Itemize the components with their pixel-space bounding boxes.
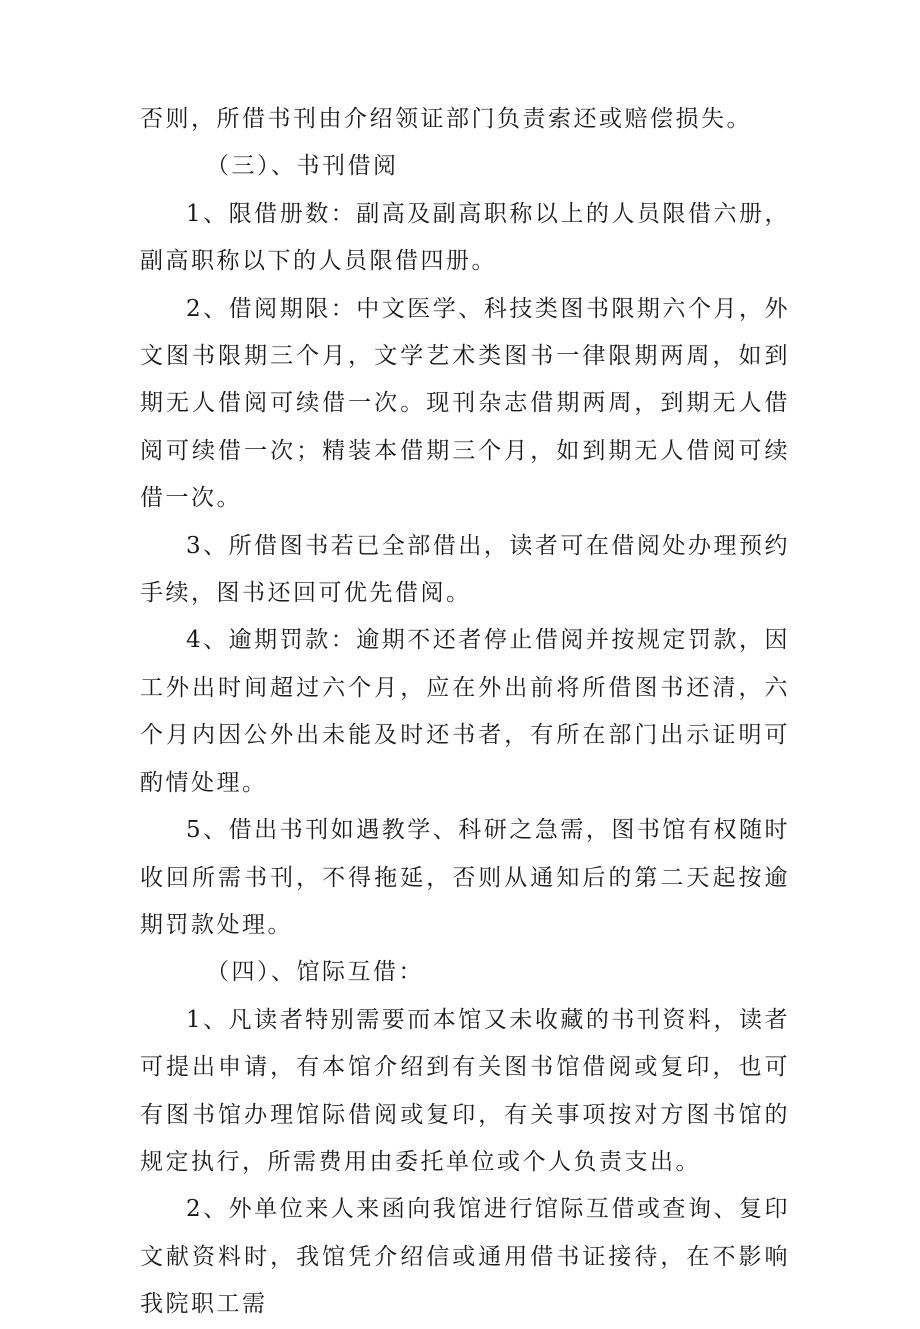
paragraph-borrow-period: 2、借阅期限：中文医学、科技类图书限期六个月，外文图书限期三个月，文学艺术类图书一律限期两周，如到期无人借阅可续借一次。现刊杂志借期两周，到期无人借阅可续借一次；精装本借期三个月，如到期无人借阅可续借一次。 <box>140 295 790 512</box>
document-body <box>140 96 790 1329</box>
paragraph-overdue-fine: 4、逾期罚款：逾期不还者停止借阅并按规定罚款，因工外出时间超过六个月，应在外出前将所借图书还清，六个月内因公外出未能及时还书者，有所在部门出示证明可酌情处理。 <box>140 627 790 796</box>
paragraph-external-units: 2、外单位来人来函向我馆进行馆际互借或查询、复印文献资料时，我馆凭介绍信或通用借书证接待，在不影响我院职工需 <box>140 1196 790 1318</box>
paragraph-recall: 5、借出书刊如遇教学、科研之急需，图书馆有权随时收回所需书刊，不得拖延，否则从通知后的第二天起按逾期罚款处理。 <box>140 817 790 938</box>
paragraph-continued: 否则，所借书刊由介绍领证部门负责索还或赔偿损失。 <box>140 106 752 132</box>
section-heading-interlibrary: （四）、馆际互借： <box>206 959 424 986</box>
paragraph-borrow-limit: 1、限借册数：副高及副高职称以上的人员限借六册，副高职称以下的人员限借四册。 <box>140 200 790 275</box>
paragraph-reservation: 3、所借图书若已全部借出，读者可在借阅处办理预约手续，图书还回可优先借阅。 <box>140 532 790 607</box>
section-heading-borrowing: （三）、书刊借阅 <box>206 153 399 180</box>
paragraph-interlibrary-request: 1、凡读者特别需要而本馆又未收藏的书刊资料，读者可提出申请，有本馆介绍到有关图书馆借阅或复印，也可有图书馆办理馆际借阅或复印，有关事项按对方图书馆的规定执行，所需费用由委托单位或个人负责支出。 <box>140 1006 790 1175</box>
